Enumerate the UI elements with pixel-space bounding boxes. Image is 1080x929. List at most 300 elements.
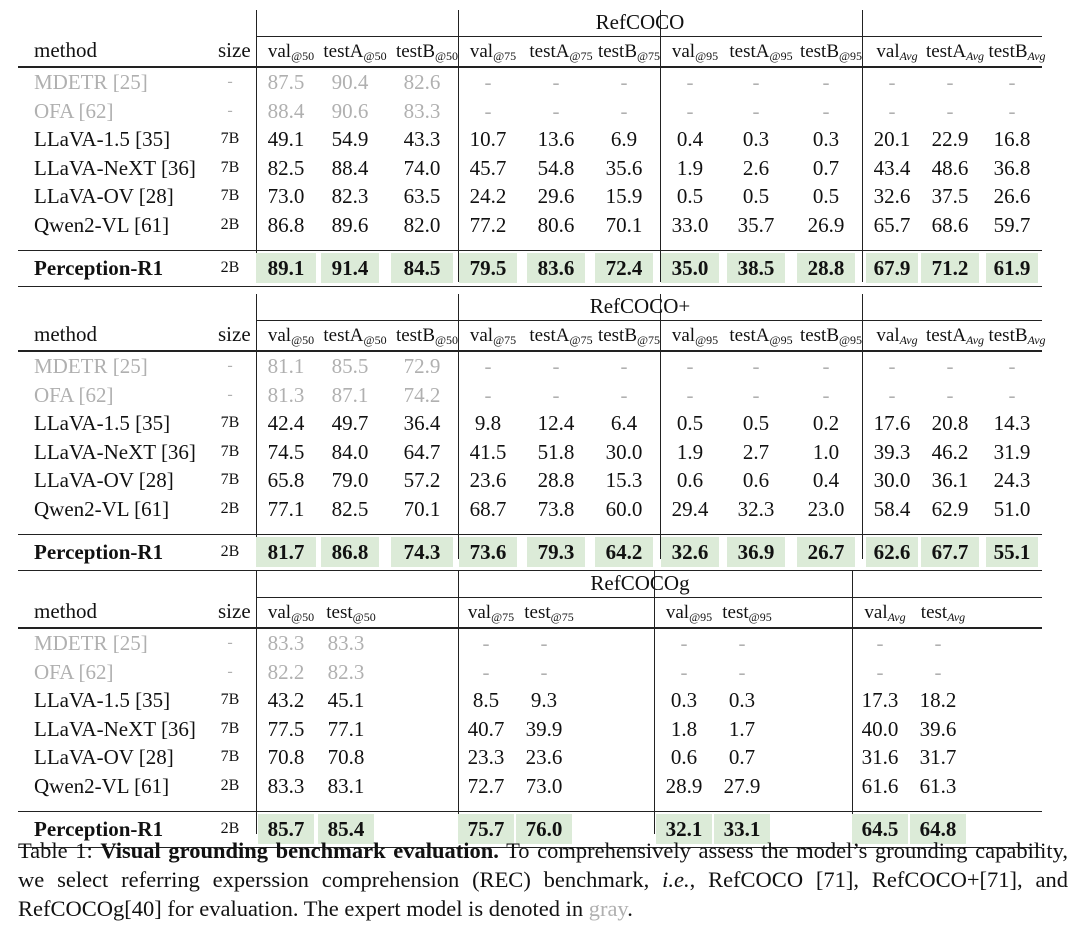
caption-text-1: To comprehensively assess the model’s grounding capability, we select referring experssion comprehension (REC) benchmark, <box>18 838 1068 892</box>
value-cell: - <box>752 382 760 407</box>
value-cell: 36.8 <box>993 155 1031 180</box>
value-cell: 89.6 <box>331 213 369 237</box>
value-cell: - <box>822 382 830 407</box>
column-header-subscript: @75 <box>637 49 661 63</box>
value-cell: 74.5 <box>267 439 305 464</box>
size-cell-ours: 2B <box>220 542 240 560</box>
value-cell: 51.0 <box>993 497 1031 521</box>
value-cell: 26.6 <box>993 184 1031 209</box>
value-cell: 46.2 <box>931 439 969 464</box>
avg-subscript: Avg <box>966 49 985 63</box>
size-cell: 7B <box>220 691 240 709</box>
value-cell: 43.3 <box>403 127 441 152</box>
method-cell: LLaVA-NeXT [36] <box>34 439 196 464</box>
avg-subscript: Avg <box>899 333 918 347</box>
column-header-subscript <box>900 333 918 347</box>
column-header: testA$_{Avg}$ <box>925 325 985 347</box>
value-cell: - <box>686 98 694 123</box>
value-cell: - <box>620 382 628 407</box>
column-header-subscript: @50 <box>363 333 387 347</box>
value-cell: 0.6 <box>676 468 704 493</box>
value-cell-ours: 86.8 <box>331 539 369 564</box>
value-cell: 87.5 <box>267 70 305 94</box>
value-cell: 83.3 <box>267 774 305 798</box>
value-cell: 36.4 <box>403 411 441 436</box>
value-cell-ours: 91.4 <box>331 255 369 280</box>
value-cell: 23.3 <box>467 745 505 770</box>
value-cell-ours: 81.7 <box>267 539 305 564</box>
value-cell: - <box>484 382 492 407</box>
column-header-subscript: @95 <box>695 333 719 347</box>
value-cell: - <box>540 631 548 655</box>
value-cell: 45.7 <box>469 155 507 180</box>
value-cell: 28.8 <box>537 468 575 493</box>
column-header-subscript: @75 <box>569 49 593 63</box>
column-header: val$_{@75}$ <box>469 41 517 63</box>
method-cell: LLaVA-OV [28] <box>34 468 174 493</box>
value-cell: 51.8 <box>537 439 575 464</box>
value-cell: 0.3 <box>728 688 756 713</box>
value-cell: 12.4 <box>537 411 575 436</box>
value-cell-ours: 73.6 <box>469 539 507 564</box>
column-header-subscript: @50 <box>291 610 315 624</box>
size-cell: - <box>227 385 233 403</box>
column-header: test$_{Avg}$ <box>920 602 966 624</box>
column-header: testB$_{Avg}$ <box>988 41 1046 63</box>
ours-rule <box>18 534 1042 536</box>
value-cell: 14.3 <box>993 411 1031 436</box>
method-header: method <box>34 38 97 62</box>
method-header: method <box>34 322 97 346</box>
method-cell: OFA [62] <box>34 98 114 123</box>
value-cell: 83.3 <box>403 98 441 123</box>
column-header: test$_{@50}$ <box>326 602 376 624</box>
value-cell: 43.2 <box>267 688 305 713</box>
avg-subscript: Avg <box>1027 333 1046 347</box>
column-header-subscript <box>1028 49 1046 63</box>
ours-rule <box>18 811 1042 813</box>
size-cell: 2B <box>220 777 240 794</box>
value-cell: 0.6 <box>742 468 770 493</box>
column-header: testB$_{@95}$ <box>799 41 863 63</box>
value-cell: - <box>552 382 560 407</box>
value-cell: 81.3 <box>267 382 305 407</box>
caption-end: . <box>627 896 633 921</box>
column-header: val$_{Avg}$ <box>864 602 906 624</box>
value-cell: 20.8 <box>931 411 969 436</box>
table-caption <box>18 836 1068 923</box>
column-header: testB$_{@95}$ <box>799 325 863 347</box>
value-cell: 82.2 <box>267 659 305 684</box>
size-cell: 7B <box>220 130 240 148</box>
value-cell: 0.3 <box>812 127 840 152</box>
value-cell: 82.0 <box>403 213 441 237</box>
method-cell-ours: Perception-R1 <box>34 816 164 841</box>
value-cell: 70.8 <box>267 745 305 770</box>
size-cell: 7B <box>220 719 240 737</box>
column-header-subscript: @50 <box>363 49 387 63</box>
value-cell: 77.1 <box>267 497 305 521</box>
column-header: test$_{@75}$ <box>524 602 574 624</box>
method-cell: Qwen2-VL [61] <box>34 774 170 798</box>
size-cell-ours: 2B <box>220 819 240 837</box>
column-header: testA$_{@75}$ <box>529 325 593 347</box>
value-cell: 82.3 <box>327 659 365 684</box>
value-cell-ours: 35.0 <box>671 255 709 280</box>
value-cell: 10.7 <box>469 127 507 152</box>
value-cell: 0.2 <box>812 411 840 436</box>
size-header: size <box>218 599 251 623</box>
value-cell-ours: 28.8 <box>807 255 845 280</box>
column-header-subscript: @95 <box>695 49 719 63</box>
caption-label: Table 1: <box>18 838 93 863</box>
value-cell: - <box>482 659 490 684</box>
value-cell: - <box>1008 382 1016 407</box>
value-cell-ours: 74.3 <box>403 539 441 564</box>
value-cell: 73.0 <box>525 774 563 798</box>
method-cell: OFA [62] <box>34 382 114 407</box>
value-cell: 18.2 <box>919 688 957 713</box>
value-cell: - <box>620 98 628 123</box>
size-header: size <box>218 38 251 62</box>
size-cell: 7B <box>220 158 240 176</box>
value-cell: 0.4 <box>812 468 840 493</box>
value-cell-ours: 61.9 <box>993 255 1031 280</box>
value-cell: 83.3 <box>327 631 365 655</box>
value-cell: 40.0 <box>861 716 899 741</box>
value-cell-ours: 72.4 <box>605 255 643 280</box>
value-cell: - <box>888 354 896 378</box>
value-cell: 0.5 <box>812 184 840 209</box>
caption-ie: i.e. <box>662 867 690 892</box>
value-cell-ours: 79.5 <box>469 255 507 280</box>
value-cell: 31.6 <box>861 745 899 770</box>
value-cell: - <box>680 631 688 655</box>
method-cell: MDETR [25] <box>34 70 148 94</box>
column-header-subscript <box>900 49 918 63</box>
value-cell: 68.7 <box>469 497 507 521</box>
header-rule <box>18 627 1042 629</box>
value-cell: - <box>876 659 884 684</box>
value-cell: 22.9 <box>931 127 969 152</box>
value-cell: 13.6 <box>537 127 575 152</box>
column-header: val$_{@50}$ <box>267 602 315 624</box>
method-cell: Qwen2-VL [61] <box>34 497 170 521</box>
value-cell: 30.0 <box>873 468 911 493</box>
value-cell: 43.4 <box>873 155 911 180</box>
column-header-subscript: @95 <box>769 49 793 63</box>
value-cell: - <box>822 354 830 378</box>
value-cell: 88.4 <box>267 98 305 123</box>
value-cell: 17.6 <box>873 411 911 436</box>
value-cell: 15.3 <box>605 468 643 493</box>
value-cell-ours: 64.5 <box>861 816 899 841</box>
column-header: val$_{@95}$ <box>671 41 719 63</box>
value-cell-ours: 38.5 <box>737 255 775 280</box>
value-cell: - <box>620 354 628 378</box>
value-cell: - <box>738 631 746 655</box>
value-cell: 0.7 <box>728 745 756 770</box>
value-cell-ours: 71.2 <box>931 255 969 280</box>
value-cell: 29.6 <box>537 184 575 209</box>
value-cell: 35.7 <box>737 213 775 237</box>
value-cell-ours: 75.7 <box>467 816 505 841</box>
value-cell: - <box>552 70 560 94</box>
value-cell: 0.5 <box>742 184 770 209</box>
value-cell: 16.8 <box>993 127 1031 152</box>
value-cell: 65.7 <box>873 213 911 237</box>
value-cell: 90.4 <box>331 70 369 94</box>
value-cell: 83.1 <box>327 774 365 798</box>
avg-subscript: Avg <box>947 610 966 624</box>
caption-gray-word: gray <box>588 896 628 921</box>
avg-subscript: Avg <box>966 333 985 347</box>
column-header-subscript <box>888 610 906 624</box>
value-cell-ours: 84.5 <box>403 255 441 280</box>
column-header-subscript: @50 <box>435 333 459 347</box>
value-cell: - <box>686 354 694 378</box>
value-cell: 28.9 <box>665 774 703 798</box>
value-cell: 9.3 <box>530 688 558 713</box>
value-cell: 20.1 <box>873 127 911 152</box>
size-cell: 7B <box>220 442 240 460</box>
value-cell: - <box>686 70 694 94</box>
table-refcoco <box>0 0 1080 282</box>
value-cell: 61.6 <box>861 774 899 798</box>
column-header-subscript: @75 <box>569 333 593 347</box>
value-cell: 82.5 <box>331 497 369 521</box>
avg-subscript: Avg <box>899 49 918 63</box>
value-cell: 33.0 <box>671 213 709 237</box>
column-header: val$_{Avg}$ <box>876 325 918 347</box>
column-header-subscript <box>1028 333 1046 347</box>
column-header: testA$_{@50}$ <box>323 325 387 347</box>
avg-subscript: Avg <box>1027 49 1046 63</box>
value-cell: 65.8 <box>267 468 305 493</box>
title-rule <box>256 320 1042 321</box>
column-header: val$_{@50}$ <box>267 325 315 347</box>
value-cell-ours: 83.6 <box>537 255 575 280</box>
value-cell: 79.0 <box>331 468 369 493</box>
method-cell: LLaVA-NeXT [36] <box>34 155 196 180</box>
value-cell: - <box>888 382 896 407</box>
column-header-subscript: @95 <box>839 333 863 347</box>
value-cell: - <box>876 631 884 655</box>
value-cell: 6.4 <box>610 411 638 436</box>
value-cell: 24.3 <box>993 468 1031 493</box>
value-cell-ours: 85.7 <box>267 816 305 841</box>
column-header-subscript: @75 <box>637 333 661 347</box>
value-cell: 30.0 <box>605 439 643 464</box>
value-cell: 63.5 <box>403 184 441 209</box>
value-cell: 15.9 <box>605 184 643 209</box>
column-header-subscript: @95 <box>748 610 772 624</box>
column-header-subscript: @75 <box>550 610 574 624</box>
value-cell: 39.6 <box>919 716 957 741</box>
value-cell: 37.5 <box>931 184 969 209</box>
value-cell: - <box>934 659 942 684</box>
title-rule <box>256 597 1042 598</box>
value-cell: 35.6 <box>605 155 643 180</box>
value-cell: 58.4 <box>873 497 911 521</box>
value-cell-ours: 64.8 <box>919 816 957 841</box>
value-cell: - <box>946 382 954 407</box>
value-cell: 74.0 <box>403 155 441 180</box>
column-header-subscript: @50 <box>352 610 376 624</box>
value-cell-ours: 76.0 <box>525 816 563 841</box>
value-cell: 0.6 <box>670 745 698 770</box>
value-cell-ours: 32.1 <box>665 816 703 841</box>
value-cell: 49.7 <box>331 411 369 436</box>
value-cell: 77.5 <box>267 716 305 741</box>
value-cell: 88.4 <box>331 155 369 180</box>
value-cell: - <box>540 659 548 684</box>
value-cell: 48.6 <box>931 155 969 180</box>
value-cell-ours: 33.1 <box>723 816 761 841</box>
value-cell: 57.2 <box>403 468 441 493</box>
table-title: RefCOCO <box>595 10 685 34</box>
value-cell: 83.3 <box>267 631 305 655</box>
column-header-subscript: @95 <box>769 333 793 347</box>
value-cell: 32.6 <box>873 184 911 209</box>
column-header: testB$_{Avg}$ <box>988 325 1046 347</box>
value-cell: 82.6 <box>403 70 441 94</box>
value-cell: 23.6 <box>525 745 563 770</box>
value-cell: - <box>946 98 954 123</box>
value-cell: - <box>946 354 954 378</box>
column-header: testA$_{@50}$ <box>323 41 387 63</box>
column-header: testB$_{@75}$ <box>597 41 661 63</box>
value-cell-ours: 62.6 <box>873 539 911 564</box>
column-header: testA$_{@95}$ <box>729 41 793 63</box>
value-cell: 49.1 <box>267 127 305 152</box>
value-cell: 68.6 <box>931 213 969 237</box>
avg-subscript: Avg <box>887 610 906 624</box>
method-cell: LLaVA-1.5 [35] <box>34 688 171 713</box>
column-header-subscript: @50 <box>435 49 459 63</box>
method-cell-ours: Perception-R1 <box>34 539 164 564</box>
value-cell: 31.7 <box>919 745 957 770</box>
value-cell: - <box>738 659 746 684</box>
table-refcoco-plus <box>0 284 1080 564</box>
value-cell: - <box>552 98 560 123</box>
size-cell: - <box>227 634 233 651</box>
value-cell: 72.9 <box>403 354 441 378</box>
column-header: val$_{@75}$ <box>467 602 515 624</box>
value-cell: 45.1 <box>327 688 365 713</box>
size-cell: - <box>227 73 233 90</box>
header-rule <box>18 350 1042 352</box>
value-cell-ours: 85.4 <box>327 816 365 841</box>
value-cell: 0.7 <box>812 155 840 180</box>
value-cell: 0.5 <box>676 184 704 209</box>
value-cell: 42.4 <box>267 411 305 436</box>
value-cell: 17.3 <box>861 688 899 713</box>
value-cell: 36.1 <box>931 468 969 493</box>
column-header-subscript: @75 <box>493 333 517 347</box>
ours-rule <box>18 250 1042 252</box>
value-cell: - <box>484 98 492 123</box>
value-cell: 90.6 <box>331 98 369 123</box>
value-cell: - <box>752 70 760 94</box>
value-cell: - <box>484 354 492 378</box>
value-cell: 80.6 <box>537 213 575 237</box>
value-cell: 0.5 <box>676 411 704 436</box>
value-cell: 1.8 <box>670 716 698 741</box>
column-header-subscript: @75 <box>493 49 517 63</box>
value-cell: 77.2 <box>469 213 507 237</box>
value-cell: - <box>822 70 830 94</box>
value-cell: 72.7 <box>467 774 505 798</box>
header-rule <box>18 66 1042 68</box>
column-header: val$_{@95}$ <box>665 602 713 624</box>
title-rule <box>256 36 1042 37</box>
value-cell: 0.5 <box>742 411 770 436</box>
value-cell: - <box>822 98 830 123</box>
value-cell: 39.3 <box>873 439 911 464</box>
value-cell-ours: 67.7 <box>931 539 969 564</box>
value-cell: - <box>1008 354 1016 378</box>
value-cell: 39.9 <box>525 716 563 741</box>
value-cell: 54.9 <box>331 127 369 152</box>
value-cell: 74.2 <box>403 382 441 407</box>
value-cell: 23.0 <box>807 497 845 521</box>
value-cell: - <box>680 659 688 684</box>
caption-text-2: , RefCOCO [71], RefCOCO+[71], and RefCOCOg[40] for evaluation. The expert model is denoted in <box>18 867 1068 921</box>
value-cell: - <box>946 70 954 94</box>
value-cell-ours: 89.1 <box>267 255 305 280</box>
value-cell: 82.5 <box>267 155 305 180</box>
value-cell: 84.0 <box>331 439 369 464</box>
value-cell-ours: 79.3 <box>537 539 575 564</box>
value-cell: 77.1 <box>327 716 365 741</box>
column-header: val$_{Avg}$ <box>876 41 918 63</box>
size-cell: 2B <box>220 216 240 233</box>
method-cell: MDETR [25] <box>34 354 148 378</box>
value-cell: 29.4 <box>671 497 709 521</box>
column-header-subscript <box>947 610 965 624</box>
value-cell: 27.9 <box>723 774 761 798</box>
value-cell: - <box>620 70 628 94</box>
value-cell: - <box>552 354 560 378</box>
value-cell: 70.8 <box>327 745 365 770</box>
value-cell: - <box>484 70 492 94</box>
size-cell: 2B <box>220 500 240 517</box>
value-cell: 54.8 <box>537 155 575 180</box>
value-cell: - <box>1008 98 1016 123</box>
value-cell: 6.9 <box>610 127 638 152</box>
value-cell: 40.7 <box>467 716 505 741</box>
column-header-subscript: @95 <box>689 610 713 624</box>
value-cell: - <box>934 631 942 655</box>
value-cell: 2.7 <box>742 439 770 464</box>
size-cell: - <box>227 101 233 119</box>
value-cell: 41.5 <box>469 439 507 464</box>
value-cell: - <box>1008 70 1016 94</box>
value-cell: 60.0 <box>605 497 643 521</box>
size-header: size <box>218 322 251 346</box>
value-cell: 1.7 <box>728 716 756 741</box>
value-cell: 0.4 <box>676 127 704 152</box>
value-cell: 73.0 <box>267 184 305 209</box>
value-cell: 0.3 <box>670 688 698 713</box>
value-cell: 70.1 <box>403 497 441 521</box>
table-title: RefCOCO+ <box>589 294 691 318</box>
method-cell: LLaVA-NeXT [36] <box>34 716 196 741</box>
value-cell-ours: 64.2 <box>605 539 643 564</box>
value-cell: - <box>888 98 896 123</box>
value-cell: 81.1 <box>267 354 305 378</box>
